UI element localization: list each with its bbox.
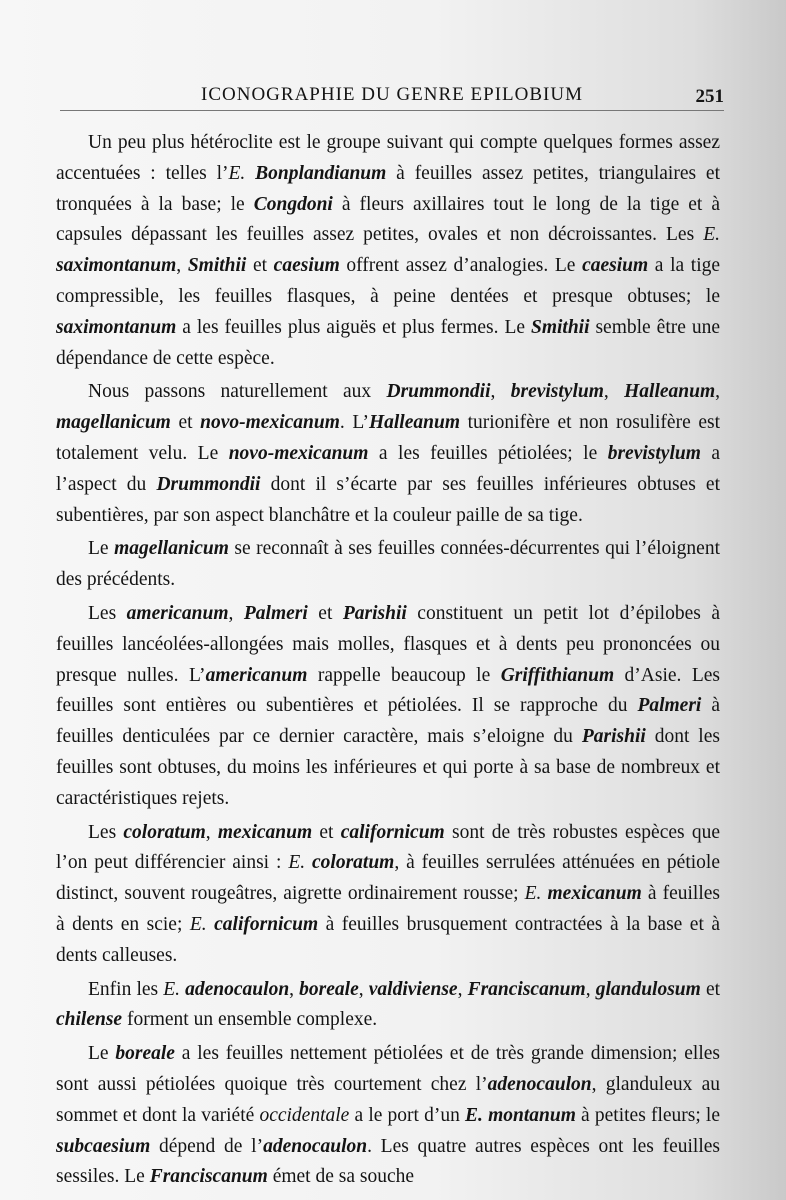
species-name: novo-mexicanum [200,412,340,434]
species-name: Griffithianum [500,664,615,686]
paragraph [56,599,720,815]
paragraph [56,377,720,531]
species-name: glandulosum [595,978,701,1000]
species-name: caesium [273,255,340,277]
text-run: a les feuilles pétiolées; le [368,442,608,464]
text-run: à feuilles brusquement contractées à la base et à dents calleuses. [56,913,720,966]
species-name: mexicanum [217,821,313,843]
species-name: adenocaulon [185,978,290,1000]
text-run: Les [88,821,124,843]
text-run: dont il s’écarte par ses feuilles inférieures obtuses et subentières, par son aspect blanchâtre et la couleur paille de sa tige. [56,473,721,526]
text-run: à feuilles assez petites, triangulaires et tronquées à la base; le [56,162,720,215]
italic-text: E. [524,883,548,905]
text-run: émet de sa souche [267,1166,415,1188]
text-run: Le [88,1043,116,1065]
species-name: Palmeri [637,695,702,717]
species-name: Franciscanum [467,978,586,1000]
text-run: , [585,978,596,1000]
text-run: , [289,978,300,1000]
text-run: , [176,255,188,277]
text-run: et [307,602,343,624]
species-name: Congdoni [253,193,333,215]
species-name: Palmeri [243,602,308,624]
species-name: Smithii [530,316,590,338]
italic-text: E. [189,913,215,935]
italic-text: E. [703,224,720,246]
text-run: a le port d’un [349,1104,466,1126]
italic-text: E. [228,162,256,184]
species-name: saximontanum [56,316,177,338]
text-run: , [603,381,625,403]
text-run: , [228,602,244,624]
text-run: turionifère et non rosulifère est totalement velu. Le [56,412,720,464]
text-run: a les feuilles plus aiguës et plus fermes. Le [176,316,531,338]
species-name: coloratum [312,852,395,874]
species-name: E. montanum [465,1104,576,1126]
text-run: et [312,821,341,843]
species-name: boreale [115,1043,175,1065]
species-name: subcaesium [56,1135,151,1157]
text-run: . Les quatre autres espèces ont les feuilles sessiles. Le [56,1135,720,1188]
species-name: Drummondii [386,381,491,403]
text-run: , [358,978,369,1000]
text-run: offrent assez d’analogies. Le [339,255,583,277]
paragraph [56,975,720,1037]
paragraph [56,534,720,596]
species-name: Smithii [187,255,247,277]
species-name: coloratum [123,821,206,843]
text-run: , [715,381,721,403]
species-name: valdiviense [368,978,458,1000]
text-run: semble être une dépendance de cette espèce. [56,316,720,369]
paragraph [56,818,720,972]
species-name: magellanicum [114,538,229,560]
running-title: ICONOGRAPHIE DU GENRE EPILOBIUM [201,84,583,105]
species-name: americanum [126,602,229,624]
text-run: et [170,412,201,434]
species-name: Bonplandianum [255,162,387,184]
text-run: à fleurs axillaires tout le long de la tige et à capsules dépassant les feuilles assez petites, ovales et non décroissantes. Les [56,193,720,246]
species-name: brevistylum [510,381,604,403]
italic-text: E. [163,978,186,1000]
text-run: Enfin les [88,978,164,1000]
species-name: adenocaulon [263,1135,368,1157]
text-run: a la tige compressible, les feuilles flasques, à peine dentées et presque obtuses; le [56,255,721,307]
species-name: chilense [56,1009,123,1031]
text-run: d’Asie. Les feuilles sont entières ou subentières et pétiolées. Il se rapproche du [56,664,720,717]
text-run: Un peu plus hétéroclite est le groupe suivant qui compte quelques formes assez accentuées : telles l’ [56,132,720,184]
text-run: , [457,978,468,1000]
text-run: à feuilles à dents en scie; [56,883,720,935]
text-run: , [205,821,218,843]
species-name: Parishii [342,602,407,624]
species-name: saximontanum [56,255,177,277]
text-run: Le [88,538,115,560]
running-header [60,84,724,111]
text-run: a les feuilles nettement pétiolées et de très grande dimension; elles sont aussi pétiolées quoique très courtement chez l’ [56,1043,720,1095]
text-run: , [490,381,511,403]
text-run: dont les feuilles sont obtuses, du moins les inférieures et qui porte à sa base de nombreux et caractéristiques rejets. [56,726,720,809]
text-run: rappelle beaucoup le [307,664,501,686]
text-run: , à feuilles serrulées atténuées en pétiole distinct, souvent rougeâtres, aigrette ordinairement rousse; [56,852,720,905]
species-name: californicum [340,821,445,843]
species-name: Parishii [581,726,646,748]
species-name: caesium [582,255,649,277]
text-run: et [246,255,274,277]
species-name: brevistylum [607,442,701,464]
text-run: Nous passons naturellement aux [88,381,387,403]
text-run: . L’ [339,412,369,434]
species-name: boreale [299,978,359,1000]
paragraph [56,1039,720,1193]
species-name: Halleanum [368,412,460,434]
text-run: sont de très robustes espèces que l’on peut différencier ainsi : [56,821,720,874]
text-run: à feuilles denticulées par ce dernier caractère, mais s’eloigne du [56,695,720,748]
text-run: à petites fleurs; le [575,1104,721,1126]
species-name: Franciscanum [149,1166,268,1188]
body-text [56,128,720,1193]
page-number: 251 [695,86,724,107]
species-name: novo-mexicanum [228,442,369,464]
text-run: dépend de l’ [150,1135,264,1157]
italic-text: occidentale [259,1104,350,1126]
species-name: Halleanum [624,381,716,403]
text-run: et [700,978,721,1000]
species-name: magellanicum [56,412,171,434]
text-run: , glanduleux au sommet et dont la variété [56,1073,720,1126]
italic-text: E. [288,852,312,874]
text-run: Les [88,602,127,624]
species-name: adenocaulon [487,1073,592,1095]
species-name: californicum [214,913,319,935]
species-name: mexicanum [547,883,642,905]
species-name: Drummondii [156,473,261,495]
text-run: forment un ensemble complexe. [122,1009,378,1031]
paragraph [56,128,720,374]
text-run: se reconnaît à ses feuilles connées-décurrentes qui l’éloignent des précédents. [56,538,720,591]
text-run: a l’aspect du [56,442,721,495]
text-run: constituent un petit lot d’épilobes à feuilles lancéolées-allongées mais molles, flasques et à dents peu prononcées ou presque nulles. L’ [56,602,720,686]
species-name: americanum [205,664,308,686]
